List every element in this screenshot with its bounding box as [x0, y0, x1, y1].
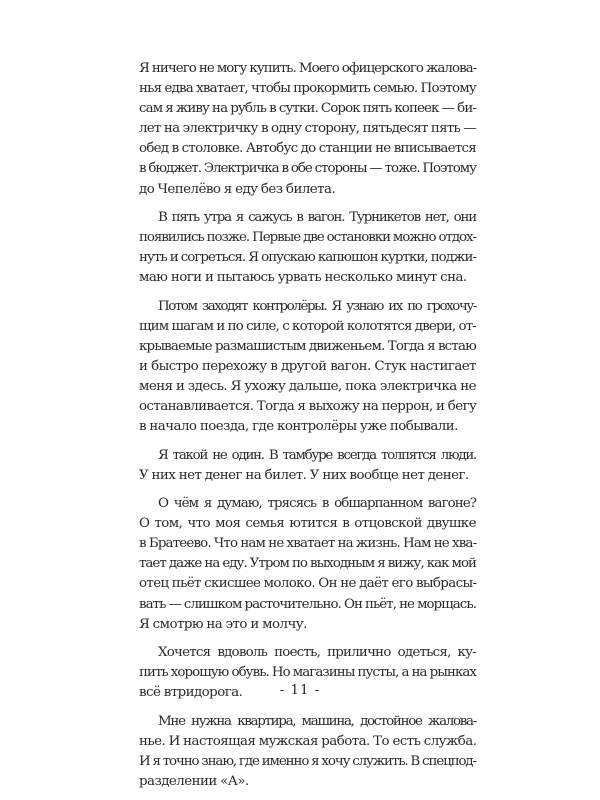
text-line: всё втридорога. — [139, 685, 243, 701]
text-line: сам я живу на рубль в сутки. Сорок пять копеек — би- — [139, 101, 476, 117]
text-line: обед в столовке. Автобус до станции не вписывается — [139, 141, 477, 157]
paragraph — [139, 712, 476, 792]
text-line: нье. И настоящая мужская работа. То есть служба. — [139, 733, 477, 749]
text-line: лет на электричку в одну сторону, пятьдесят пять — — [139, 121, 476, 137]
text-line: Хочется вдоволь поесть, прилично одеться, ку- — [158, 645, 476, 661]
text-line: Я смотрю на это и молчу. — [139, 616, 307, 632]
page-number: - 11 - — [279, 683, 321, 698]
text-line: Мне нужна квартира, машина, достойное жалова- — [158, 713, 476, 729]
text-line: В пять утра я сажусь в вагон. Турникетов нет, они — [158, 209, 476, 225]
text-line: до Чепелёво я еду без билета. — [139, 181, 336, 197]
text-line: Я такой не один. В тамбуре всегда толпятся люди. — [158, 447, 476, 463]
paragraph — [139, 297, 476, 438]
text-line: И я точно знаю, где именно я хочу служить. В спецпод- — [139, 753, 476, 769]
text-line: в Братеево. Что нам не хватает на жизнь. Нам не хва- — [139, 536, 477, 552]
text-line: останавливается. Тогда я выхожу на перрон, и бегу — [139, 399, 477, 415]
paragraph — [139, 208, 476, 288]
text-line: вать — слишком расточительно. Он пьёт, не морщась. — [139, 596, 476, 612]
text-line: отец пьёт скисшее молоко. Он не даёт его выбрасы- — [139, 576, 477, 592]
text-line: крываемые размашистым движеньем. Тогда я встаю — [139, 338, 476, 354]
text-line: в начало поезда, где контролёры уже побывали. — [139, 419, 458, 435]
text-line: маю ноги и пытаюсь урвать несколько минут сна. — [139, 270, 467, 286]
text-line: О чём я думаю, трясясь в обшарпанном вагоне? — [158, 496, 476, 512]
text-line: У них нет денег на билет. У них вообще нет денег. — [139, 467, 469, 483]
text-line: Я ничего не могу купить. Моего офицерского жалова- — [139, 61, 477, 76]
paragraph — [139, 446, 476, 486]
text-line: О том, что моя семья ютится в отцовской двушке — [139, 516, 476, 532]
text-line: меня и здесь. Я ухожу дальше, пока электричка не — [139, 379, 476, 394]
text-line: нуть и согреться. Я опускаю капюшон куртки, поджи- — [139, 250, 476, 266]
paragraph — [139, 494, 476, 635]
text-line: Потом заходят контролёры. Я узнаю их по грохочу- — [158, 298, 476, 314]
text-line: тает даже на еду. Утром по выходным я вижу, как мой — [139, 556, 476, 572]
text-line: в бюджет. Электричка в обе стороны — тоже. Поэтому — [139, 161, 476, 177]
text-line: появились позже. Первые две остановки можно отдох- — [139, 230, 476, 246]
paragraph — [139, 59, 476, 200]
text-line: и быстро перехожу в другой вагон. Стук настигает — [139, 358, 476, 374]
text-line: щим шагам и по силе, с которой колотятся двери, от- — [139, 318, 476, 334]
text-line: нья едва хватает, чтобы прокормить семью. Поэтому — [139, 81, 476, 97]
text-line: пить хорошую обувь. Но магазины пусты, а на рынках — [139, 665, 476, 681]
text-line: разделении «А». — [139, 773, 249, 789]
